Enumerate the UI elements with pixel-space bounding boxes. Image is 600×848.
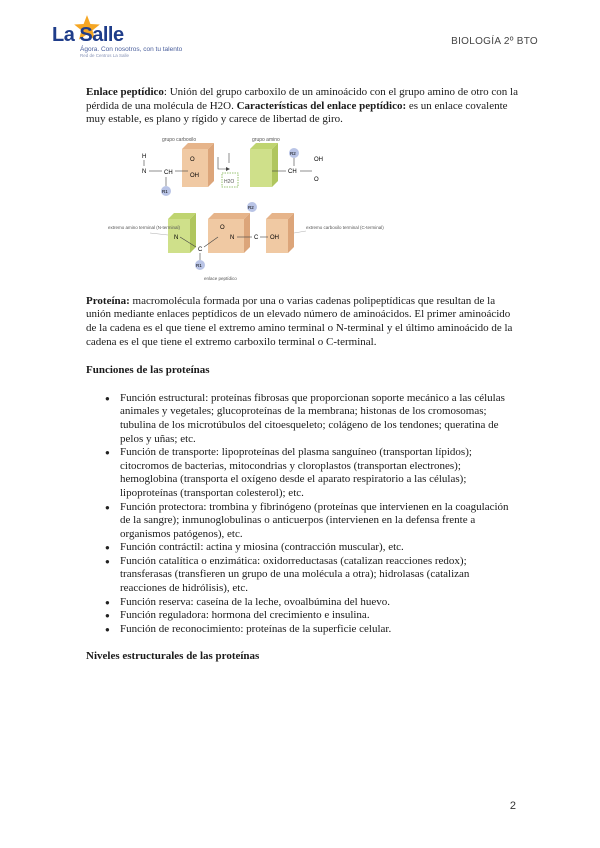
amino-group-box bbox=[250, 149, 272, 187]
logo-name: La Salle bbox=[52, 24, 124, 46]
list-item: ● Función de transporte: lipoproteínas del plasma sanguíneo (transportan lípidos); citocromos de bacterias, mitocondrias y cloroplastos (transportan electrones); hemoglobina (transporta el oxígeno desde el aparato respiratorio a las células); lipoproteínas (transportan colesterol); etc. bbox=[120, 446, 518, 500]
carboxyl-group-box bbox=[182, 149, 208, 187]
label-c-terminal: extremo carboxilo terminal (C-terminal) bbox=[306, 224, 384, 230]
page-content bbox=[86, 86, 518, 664]
list-item: ● Función catalítica o enzimática: oxidorreductasas (catalizan reacciones redox); transferasas (transfieren un grupo de una molécula a otra); hidrolasas (catalizan reacciones de hidrólisis), etc. bbox=[120, 555, 518, 596]
svg-text:O: O bbox=[220, 224, 225, 231]
svg-text:N: N bbox=[142, 168, 147, 175]
svg-text:R2: R2 bbox=[290, 150, 296, 156]
list-item: ● Función contráctil: actina y miosina (contracción muscular), etc. bbox=[120, 541, 518, 555]
svg-text:N: N bbox=[174, 234, 179, 241]
functions-list bbox=[86, 392, 518, 637]
levels-heading: Niveles estructurales de las proteínas bbox=[86, 650, 260, 663]
la-salle-logo bbox=[52, 22, 182, 66]
peptide-bond-paragraph: Enlace peptídico: Unión del grupo carboxilo de un aminoácido con el grupo amino de otro con la pérdida de una molécula de H2O. Características del enlace peptídico: es un enlace covalente muy estable, es plano y rígido y carece de libertad de giro. bbox=[86, 86, 518, 126]
logo-tagline: Ágora. Con nosotros, con tu talento bbox=[80, 46, 183, 53]
peptide-bond-box bbox=[208, 219, 244, 253]
svg-text:OH: OH bbox=[270, 234, 279, 241]
label-carboxyl: grupo carboxilo bbox=[162, 136, 197, 143]
label-amino: grupo amino bbox=[252, 136, 280, 143]
svg-text:H: H bbox=[142, 153, 147, 160]
label-peptide-bond: enlace peptídico bbox=[204, 275, 237, 281]
svg-text:OH: OH bbox=[190, 172, 199, 179]
svg-text:CH: CH bbox=[164, 169, 173, 176]
functions-heading: Funciones de las proteínas bbox=[86, 364, 210, 377]
protein-paragraph: Proteína: macromolécula formada por una o varias cadenas polipeptídicas que resultan de la unión mediante enlaces peptídicos de un elevado número de aminoácidos. El primer aminoácido de la cadena es el que tiene el extremo amino terminal o N-terminal y el último aminoácido de la cadena es el que tiene el extremo carboxilo terminal o C-terminal. bbox=[86, 294, 513, 348]
water-label: H2O bbox=[224, 178, 235, 185]
list-item: ● Función reserva: caseína de la leche, ovoalbúmina del huevo. bbox=[120, 596, 518, 610]
term-protein: Proteína: bbox=[86, 294, 130, 307]
list-item: ● Función de reconocimiento: proteínas de la superficie celular. bbox=[120, 623, 518, 637]
svg-text:CH: CH bbox=[288, 168, 297, 175]
svg-text:R2: R2 bbox=[248, 204, 254, 210]
logo-subtag: Red de Centros La Salle bbox=[80, 53, 130, 58]
term-peptide-bond: Enlace peptídico bbox=[86, 86, 164, 98]
svg-text:R1: R1 bbox=[196, 262, 202, 268]
list-item: ● Función protectora: trombina y fibrinógeno (proteínas que intervienen en la coagulación de la sangre); inmunoglobulinas o anticuerpos (intervienen en la defensa frente a organismos patógenos), etc. bbox=[120, 501, 518, 542]
list-item: ● Función estructural: proteínas fibrosas que proporcionan soporte mecánico a las células animales y vegetales; glucoproteínas de la membrana; histonas de los cromosomas; tubulina de los microtúbulos del citoesqueleto; colágeno de los tendones; queratina de pelos y uñas; etc. bbox=[120, 392, 518, 446]
page-number: 2 bbox=[509, 800, 516, 812]
list-item: ● Función reguladora: hormona del crecimiento e insulina. bbox=[120, 609, 518, 623]
course-label: BIOLOGÍA 2º BTO bbox=[451, 36, 538, 47]
svg-text:N: N bbox=[230, 234, 235, 241]
svg-text:C: C bbox=[254, 234, 259, 241]
peptide-bond-diagram bbox=[100, 133, 384, 283]
term-bond-characteristics: Características del enlace peptídico: bbox=[236, 99, 407, 112]
svg-text:C: C bbox=[198, 246, 203, 253]
svg-text:O: O bbox=[190, 156, 195, 163]
svg-text:OH: OH bbox=[314, 156, 323, 163]
svg-text:R1: R1 bbox=[162, 188, 168, 194]
svg-text:O: O bbox=[314, 176, 319, 183]
label-n-terminal: extremo amino terminal (N-terminal) bbox=[108, 224, 181, 230]
